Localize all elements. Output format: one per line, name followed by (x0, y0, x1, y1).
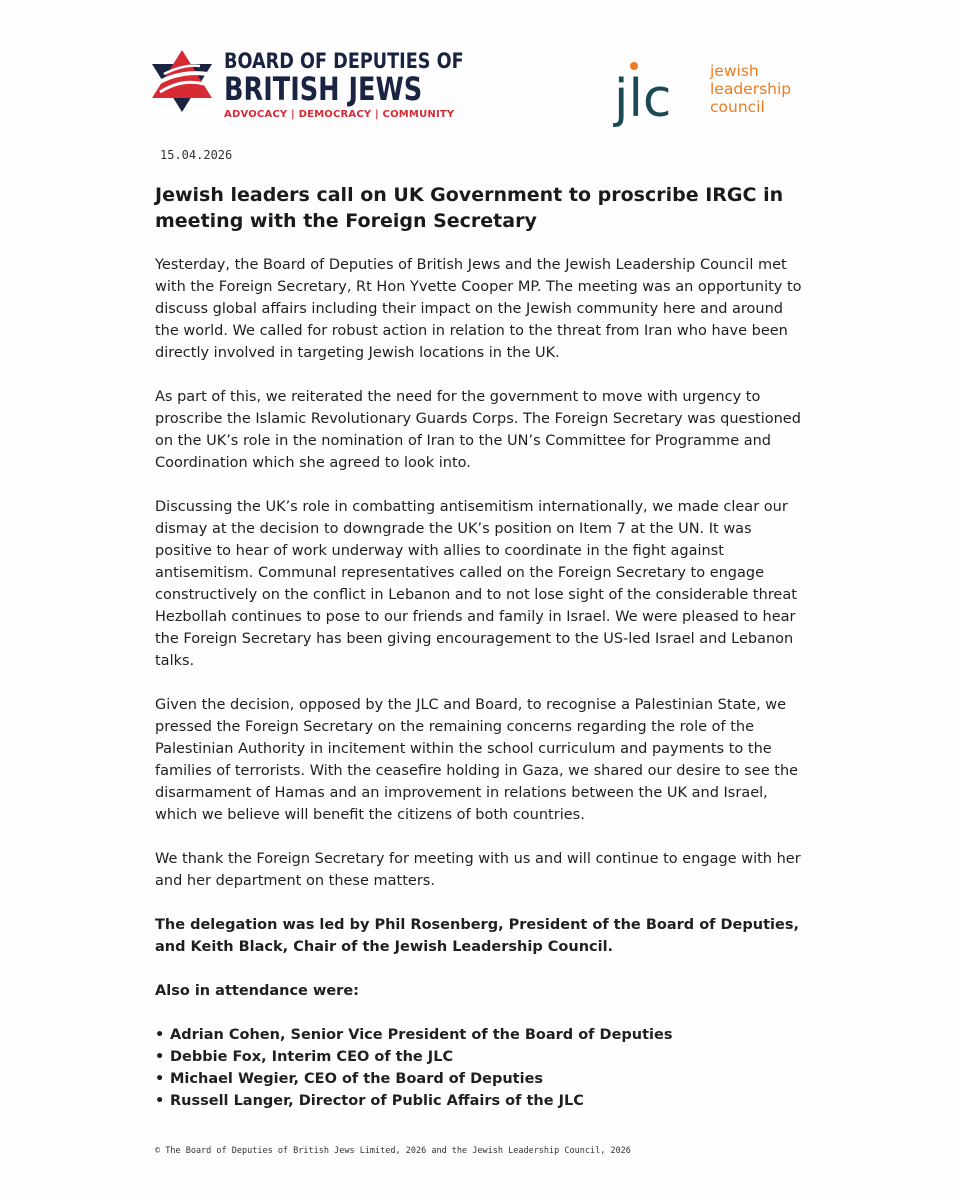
paragraph-2: As part of this, we reiterated the need for the government to move with urgency to proscribe the Islamic Revolutionary Guards Corps. The Foreign Secretary was questioned on the UK’s role in the nomination of Iran to the UN’s Committee for Programme and Coordination which she agreed to look into. (155, 389, 801, 471)
bod-tagline: ADVOCACY | DEMOCRACY | COMMUNITY (224, 109, 455, 120)
bod-star-icon (150, 50, 214, 112)
headline: Jewish leaders call on UK Government to proscribe IRGC in meeting with the Foreign Secretary (155, 184, 784, 232)
body-content (155, 254, 805, 1112)
attendee-list (155, 1024, 805, 1112)
attendee-item: • Debbie Fox, Interim CEO of the JLC (155, 1046, 805, 1068)
attendee-item: • Adrian Cohen, Senior Vice President of the Board of Deputies (155, 1024, 805, 1046)
jlc-word-1: jewish (710, 62, 759, 80)
delegation-statement: The delegation was led by Phil Rosenberg, President of the Board of Deputies, and Keith Black, Chair of the Jewish Leadership Council. (155, 917, 799, 955)
paragraph-5: We thank the Foreign Secretary for meeting with us and will continue to engage with her and her department on these matters. (155, 851, 801, 889)
paragraph-1: Yesterday, the Board of Deputies of British Jews and the Jewish Leadership Council met with the Foreign Secretary, Rt Hon Yvette Cooper MP. The meeting was an opportunity to discuss global affairs including their impact on the Jewish community here and around the world. We called for robust action in relation to the threat from Iran who have been directly involved in targeting Jewish locations in the UK. (155, 257, 802, 361)
jlc-word-3: council (710, 98, 765, 116)
jlc-mark-logo (612, 60, 698, 132)
bod-name-line1: BOARD OF DEPUTIES OF (224, 49, 464, 73)
press-release-date: 15.04.2026 (160, 148, 233, 162)
attendance-heading: Also in attendance were: (155, 983, 359, 999)
jlc-logo (612, 60, 812, 132)
paragraph-3: Discussing the UK’s role in combatting antisemitism internationally, we made clear our dismay at the decision to downgrade the UK’s position on Item 7 at the UN. It was positive to hear of work underway with allies to coordinate in the fight against antisemitism. Communal representatives called on the Foreign Secretary to engage constructively on the conflict in Lebanon and to not lose sight of the considerable threat Hezbollah continues to pose to our friends and family in Israel. We were pleased to hear the Foreign Secretary has been giving encouragement to the US-led Israel and Lebanon talks. (155, 499, 797, 669)
attendee-item: • Russell Langer, Director of Public Affairs of the JLC (155, 1090, 805, 1112)
bod-logo (150, 49, 464, 128)
jlc-word-2: leadership (710, 80, 792, 98)
copyright-notice: © The Board of Deputies of British Jews Limited, 2026 and the Jewish Leadership Council, 2026 (155, 1146, 631, 1156)
bod-name-line2: BRITISH JEWS (224, 70, 423, 108)
jlc-wordmark (710, 62, 791, 116)
jlc-mark-text: jlc (614, 69, 672, 129)
paragraph-4: Given the decision, opposed by the JLC and Board, to recognise a Palestinian State, we pressed the Foreign Secretary on the remaining concerns regarding the role of the Palestinian Authority in incitement within the school curriculum and payments to the families of terrorists. With the ceasefire holding in Gaza, we shared our desire to see the disarmament of Hamas and an improvement in relations between the UK and Israel, which we believe will benefit the citizens of both countries. (155, 697, 799, 823)
attendee-item: • Michael Wegier, CEO of the Board of Deputies (155, 1068, 805, 1090)
